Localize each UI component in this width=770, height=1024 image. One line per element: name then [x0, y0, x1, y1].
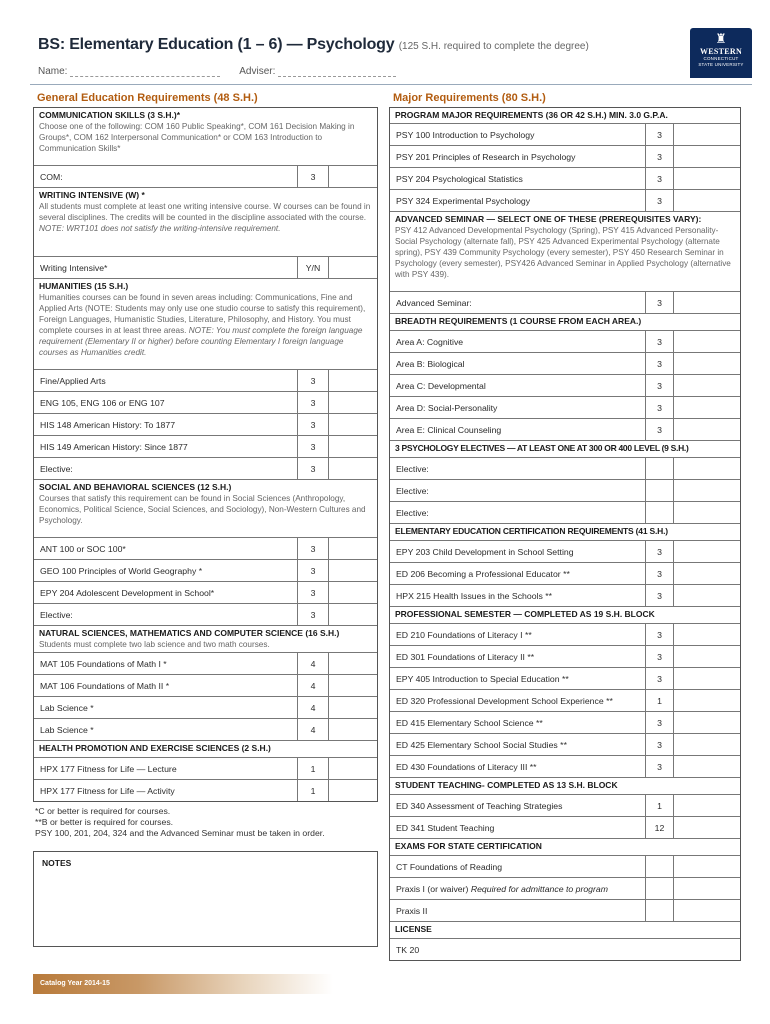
table-row: [390, 189, 740, 211]
natural-desc: Students must complete two lab science and two math courses.: [39, 640, 270, 649]
table-row: [34, 256, 377, 278]
credits-cell: 3: [297, 604, 328, 625]
credits-cell: 3: [297, 582, 328, 603]
health-section: [34, 740, 377, 757]
grade-cell[interactable]: [673, 331, 740, 352]
course-cell: EPY 203 Child Development in School Setting: [396, 546, 574, 557]
writing-section: [34, 187, 377, 256]
grade-cell[interactable]: [328, 166, 377, 187]
grade-cell[interactable]: [673, 146, 740, 167]
title-text: BS: Elementary Education (1 – 6) — Psychology: [38, 36, 395, 53]
table-row: [390, 396, 740, 418]
social-desc: Courses that satisfy this requirement can be found in Social Sciences (Anthropology, Economics, Political Science, Social Sciences, and Sociology), Non-Western Cultures and Psychology.: [39, 494, 366, 525]
course-cell: Advanced Seminar:: [396, 297, 472, 308]
table-row: [34, 537, 377, 559]
table-row: [390, 877, 740, 899]
course-cell: Area D: Social-Personality: [396, 402, 498, 413]
credits-cell: 3: [645, 563, 673, 584]
credits-cell: 3: [645, 646, 673, 667]
grade-cell[interactable]: [328, 719, 377, 740]
footnotes: [33, 806, 378, 839]
table-row: [34, 757, 377, 779]
communication-section: [34, 108, 377, 165]
tower-icon: ♜: [715, 31, 727, 46]
table-row: [34, 603, 377, 625]
course-cell: EPY 204 Adolescent Development in School*: [40, 587, 215, 598]
grade-cell[interactable]: [673, 353, 740, 374]
course-cell: Lab Science *: [40, 702, 94, 713]
notes-box[interactable]: [33, 851, 378, 947]
grade-cell[interactable]: [673, 458, 740, 479]
course-cell: Area B: Biological: [396, 358, 465, 369]
credits-cell: 4: [297, 719, 328, 740]
course-cell: ED 340 Assessment of Teaching Strategies: [396, 800, 563, 811]
grade-cell[interactable]: [673, 900, 740, 921]
credits-cell: 3: [297, 538, 328, 559]
table-row: [390, 584, 740, 606]
grade-cell[interactable]: [673, 624, 740, 645]
table-row: [390, 711, 740, 733]
credits-cell: Y/N: [297, 257, 328, 278]
table-row: [390, 479, 740, 501]
general-education-heading: General Education Requirements (48 S.H.): [37, 92, 258, 104]
credits-cell: 3: [645, 353, 673, 374]
university-logo: [690, 28, 752, 78]
teaching-section: [390, 777, 740, 794]
course-cell: ED 320 Professional Development School Experience **: [396, 695, 613, 706]
table-row: [34, 369, 377, 391]
table-row: [390, 623, 740, 645]
grade-cell[interactable]: [328, 458, 377, 479]
credits-cell: 3: [645, 375, 673, 396]
humanities-desc: Humanities courses can be found in seven areas including: Communications, Fine and Applied Arts (NOTE: Students may only use one studio course to satisfy this requirement), Foreign Languages, Humanistic Studies, Literature, Philosophy, and History. You must complete courses in at least three areas. NOTE: You must complete the foreign language requirement (Elementary II or higher) before counting Elementary I foreign language courses as Humanities credit.: [39, 293, 366, 357]
writing-desc: All students must complete at least one writing intensive course. W courses can be found in several disciplines. The credits will be counted in the discipline associated with the course. NOTE: WRT101 does not satisfy the writing-intensive requirement.: [39, 202, 371, 233]
course-cell: CT Foundations of Reading: [396, 861, 503, 872]
grade-cell[interactable]: [673, 668, 740, 689]
grade-cell[interactable]: [673, 756, 740, 777]
grade-cell[interactable]: [328, 697, 377, 718]
health-title: HEALTH PROMOTION AND EXERCISE SCIENCES (2 S.H.): [39, 743, 271, 753]
table-row: [390, 667, 740, 689]
course-cell: HPX 177 Fitness for Life — Lecture: [40, 763, 177, 774]
table-row: [390, 540, 740, 562]
course-cell: PSY 100 Introduction to Psychology: [396, 129, 535, 140]
table-row: [390, 816, 740, 838]
table-row: [34, 718, 377, 740]
name-label: Name:: [38, 66, 68, 77]
grade-cell[interactable]: [328, 436, 377, 457]
credits-cell: 3: [645, 124, 673, 145]
exams-title: EXAMS FOR STATE CERTIFICATION: [395, 841, 542, 851]
table-row: [390, 123, 740, 145]
course-cell: ANT 100 or SOC 100*: [40, 543, 126, 554]
credits-cell: 3: [297, 436, 328, 457]
grade-cell[interactable]: [673, 190, 740, 211]
grade-cell[interactable]: [328, 392, 377, 413]
teaching-title: STUDENT TEACHING- COMPLETED AS 13 S.H. BLOCK: [395, 780, 618, 790]
table-row: [390, 755, 740, 777]
major-table: [389, 107, 741, 961]
grade-cell[interactable]: [673, 168, 740, 189]
breadth-title: BREADTH REQUIREMENTS (1 COURSE FROM EACH AREA.): [395, 316, 642, 326]
credits-cell: 3: [645, 624, 673, 645]
grade-cell[interactable]: [673, 480, 740, 501]
course-cell: Elective:: [396, 507, 429, 518]
table-row: [390, 167, 740, 189]
electives-title: 3 PSYCHOLOGY ELECTIVES — AT LEAST ONE AT 300 OR 400 LEVEL (9 S.H.): [395, 443, 689, 453]
course-cell: Lab Science *: [40, 724, 94, 735]
course-cell: Area A: Cognitive: [396, 336, 464, 347]
table-row: [390, 938, 740, 960]
credits-cell: 3: [297, 370, 328, 391]
credits-cell: 3: [297, 392, 328, 413]
professional-title: PROFESSIONAL SEMESTER — COMPLETED AS 19 S.H. BLOCK: [395, 609, 655, 619]
credits-cell: 3: [645, 168, 673, 189]
social-section: [34, 479, 377, 537]
credits-cell: 1: [645, 795, 673, 816]
course-cell: GEO 100 Principles of World Geography *: [40, 565, 203, 576]
table-row: [390, 330, 740, 352]
footnote-order: PSY 100, 201, 204, 324 and the Advanced Seminar must be taken in order.: [35, 828, 325, 838]
credits-cell: [645, 878, 673, 899]
course-cell: ED 415 Elementary School Science **: [396, 717, 543, 728]
table-row: [390, 352, 740, 374]
grade-cell[interactable]: [328, 370, 377, 391]
grade-cell[interactable]: [673, 541, 740, 562]
credits-cell: [645, 458, 673, 479]
table-row: [390, 899, 740, 921]
grade-cell[interactable]: [673, 817, 740, 838]
credits-cell: [645, 856, 673, 877]
credits-cell: 3: [645, 331, 673, 352]
course-cell: EPY 405 Introduction to Special Education **: [396, 673, 569, 684]
credits-cell: 3: [645, 712, 673, 733]
course-cell: ED 210 Foundations of Literacy I **: [396, 629, 532, 640]
grade-cell[interactable]: [673, 795, 740, 816]
professional-section: [390, 606, 740, 623]
footnote-b-grade: **B or better is required for courses.: [35, 817, 174, 827]
credits-cell: 3: [645, 585, 673, 606]
notes-label: NOTES: [42, 858, 72, 868]
credits-cell: 3: [645, 668, 673, 689]
logo-line2: CONNECTICUT: [703, 56, 739, 61]
general-education-table: [33, 107, 378, 802]
grade-cell[interactable]: [673, 292, 740, 313]
course-cell: Area E: Clinical Counseling: [396, 424, 502, 435]
table-row: [34, 165, 377, 187]
course-cell: PSY 201 Principles of Research in Psychology: [396, 151, 576, 162]
credits-cell: 3: [645, 190, 673, 211]
certification-section: [390, 523, 740, 540]
adviser-field[interactable]: [278, 67, 396, 77]
credits-cell: 3: [297, 458, 328, 479]
grade-cell[interactable]: [328, 758, 377, 779]
writing-title: WRITING INTENSIVE (W) *: [39, 190, 145, 200]
grade-cell[interactable]: [673, 124, 740, 145]
logo-line3: STATE UNIVERSITY: [698, 62, 744, 67]
course-cell: ED 341 Student Teaching: [396, 822, 495, 833]
adviser-label: Adviser:: [239, 66, 276, 77]
table-row: [390, 645, 740, 667]
seminar-title: ADVANCED SEMINAR — SELECT ONE OF THESE (PREREQUISITES VARY):: [395, 214, 702, 224]
course-cell: HPX 177 Fitness for Life — Activity: [40, 785, 175, 796]
credits-cell: 4: [297, 697, 328, 718]
electives-section: [390, 440, 740, 457]
table-row: [390, 501, 740, 523]
table-row: [390, 855, 740, 877]
natural-title: NATURAL SCIENCES, MATHEMATICS AND COMPUTER SCIENCE (16 S.H.): [39, 628, 340, 638]
credits-cell: 3: [645, 541, 673, 562]
table-row: [390, 562, 740, 584]
table-row: [390, 733, 740, 755]
course-cell: Elective:: [40, 609, 73, 620]
course-cell: Writing Intensive*: [40, 262, 108, 273]
credits-cell: 1: [297, 780, 328, 801]
course-cell: Elective:: [396, 463, 429, 474]
license-title: LICENSE: [395, 924, 432, 934]
humanities-section: [34, 278, 377, 369]
course-cell: PSY 204 Psychological Statistics: [396, 173, 523, 184]
course-cell: ED 301 Foundations of Literacy II **: [396, 651, 535, 662]
general-education-column: [33, 92, 378, 947]
credits-cell: 3: [297, 166, 328, 187]
course-cell: ED 425 Elementary School Social Studies **: [396, 739, 567, 750]
logo-line1: WESTERN: [699, 47, 743, 56]
course-cell: Praxis I (or waiver) Required for admittance to program: [396, 883, 608, 894]
certification-title: ELEMENTARY EDUCATION CERTIFICATION REQUIREMENTS (41 S.H.): [395, 526, 668, 536]
grade-cell[interactable]: [673, 712, 740, 733]
grade-cell[interactable]: [673, 856, 740, 877]
grade-cell[interactable]: [328, 653, 377, 674]
grade-cell[interactable]: [328, 604, 377, 625]
writing-note: NOTE: WRT101 does not satisfy the writing-intensive requirement.: [39, 224, 281, 233]
course-cell: Fine/Applied Arts: [40, 375, 106, 386]
course-cell: TK 20: [396, 944, 420, 955]
credits-cell: [645, 900, 673, 921]
program-section: [390, 108, 740, 123]
credits-cell: [645, 502, 673, 523]
grade-cell[interactable]: [328, 538, 377, 559]
course-cell: MAT 106 Foundations of Math II *: [40, 680, 170, 691]
header-rule: [30, 84, 752, 85]
table-row: [34, 652, 377, 674]
course-cell: COM:: [40, 171, 63, 182]
communication-desc: Choose one of the following: COM 160 Public Speaking*, COM 161 Decision Making in Groups*, COM 162 Interpersonal Communication* or COM 163 Introduction to Communication Skills*: [39, 122, 355, 153]
credits-cell: 3: [645, 397, 673, 418]
exams-section: [390, 838, 740, 855]
table-row: [390, 794, 740, 816]
major-heading: Major Requirements (80 S.H.): [393, 92, 546, 104]
table-row: [34, 435, 377, 457]
credits-cell: 12: [645, 817, 673, 838]
grade-cell[interactable]: [328, 414, 377, 435]
course-cell: HPX 215 Health Issues in the Schools **: [396, 590, 552, 601]
grade-cell[interactable]: [328, 257, 377, 278]
credits-cell: 4: [297, 675, 328, 696]
table-row: [390, 374, 740, 396]
grade-cell[interactable]: [328, 582, 377, 603]
grade-cell[interactable]: [673, 563, 740, 584]
credits-cell: 3: [645, 292, 673, 313]
table-row: [390, 689, 740, 711]
table-row: [34, 457, 377, 479]
major-requirements-column: [389, 92, 741, 961]
name-field[interactable]: [70, 67, 220, 77]
grade-cell[interactable]: [673, 878, 740, 899]
humanities-title: HUMANITIES (15 S.H.): [39, 281, 129, 291]
humanities-note: NOTE: You must complete the foreign language requirement (Elementary II or higher) before counting Elementary I foreign language courses as Humanities credit.: [39, 326, 363, 357]
credits-cell: 4: [297, 653, 328, 674]
communication-title: COMMUNICATION SKILLS (3 S.H.)*: [39, 110, 181, 120]
credits-cell: 3: [297, 560, 328, 581]
title-subtitle: (125 S.H. required to complete the degree): [398, 41, 589, 52]
credits-cell: 3: [645, 734, 673, 755]
table-row: [34, 581, 377, 603]
table-row: [34, 696, 377, 718]
seminar-section: [390, 211, 740, 291]
credits-cell: 1: [297, 758, 328, 779]
exam-note: Required for admittance to program: [470, 883, 608, 894]
course-cell: Praxis II: [396, 905, 428, 916]
table-row: [34, 391, 377, 413]
grade-cell[interactable]: [673, 734, 740, 755]
course-cell: Area C: Developmental: [396, 380, 486, 391]
credits-cell: 3: [645, 756, 673, 777]
catalog-year-banner: Catalog Year 2014-15: [33, 974, 333, 994]
grade-cell[interactable]: [673, 375, 740, 396]
natural-section: [34, 625, 377, 652]
table-row: [34, 779, 377, 801]
footnote-c-grade: *C or better is required for courses.: [35, 806, 171, 816]
course-cell: ED 206 Becoming a Professional Educator **: [396, 568, 570, 579]
grade-cell[interactable]: [328, 675, 377, 696]
grade-cell[interactable]: [328, 780, 377, 801]
table-row: [390, 145, 740, 167]
credits-cell: [645, 480, 673, 501]
grade-cell[interactable]: [673, 502, 740, 523]
program-title: PROGRAM MAJOR REQUIREMENTS (36 OR 42 S.H.) MIN. 3.0 G.P.A.: [395, 110, 668, 120]
grade-cell[interactable]: [328, 560, 377, 581]
credits-cell: 3: [297, 414, 328, 435]
grade-cell[interactable]: [673, 419, 740, 440]
name-adviser-line: [38, 66, 396, 77]
grade-cell[interactable]: [673, 397, 740, 418]
breadth-section: [390, 313, 740, 330]
table-row: [390, 291, 740, 313]
course-cell: MAT 105 Foundations of Math I *: [40, 658, 167, 669]
course-cell: Elective:: [396, 485, 429, 496]
table-row: [34, 559, 377, 581]
course-cell: HIS 148 American History: To 1877: [40, 419, 176, 430]
credits-cell: 1: [645, 690, 673, 711]
course-cell: ENG 105, ENG 106 or ENG 107: [40, 397, 165, 408]
social-title: SOCIAL AND BEHAVIORAL SCIENCES (12 S.H.): [39, 482, 232, 492]
grade-cell[interactable]: [673, 646, 740, 667]
table-row: [390, 457, 740, 479]
course-cell: HIS 149 American History: Since 1877: [40, 441, 188, 452]
seminar-desc: PSY 412 Advanced Developmental Psychology (Spring), PSY 415 Advanced Personality-Social Psychology (alternate fall), PSY 425 Advanced Experimental Psychology (alternate spring), PSY 439 Community Psychology (every semester), PSY 450 Research Seminar in Psychology (every semester), PSY426 Advanced Seminar in Applied Psychology (alternative with PSY 439).: [395, 226, 731, 279]
credits-cell: 3: [645, 419, 673, 440]
license-section: [390, 921, 740, 938]
table-row: [34, 413, 377, 435]
grade-cell[interactable]: [673, 690, 740, 711]
course-cell: PSY 324 Experimental Psychology: [396, 195, 531, 206]
table-row: [390, 418, 740, 440]
credits-cell: 3: [645, 146, 673, 167]
grade-cell[interactable]: [673, 585, 740, 606]
table-row: [34, 674, 377, 696]
course-cell: ED 430 Foundations of Literacy III **: [396, 761, 537, 772]
course-cell: Elective:: [40, 463, 73, 474]
page-title: [38, 36, 589, 54]
